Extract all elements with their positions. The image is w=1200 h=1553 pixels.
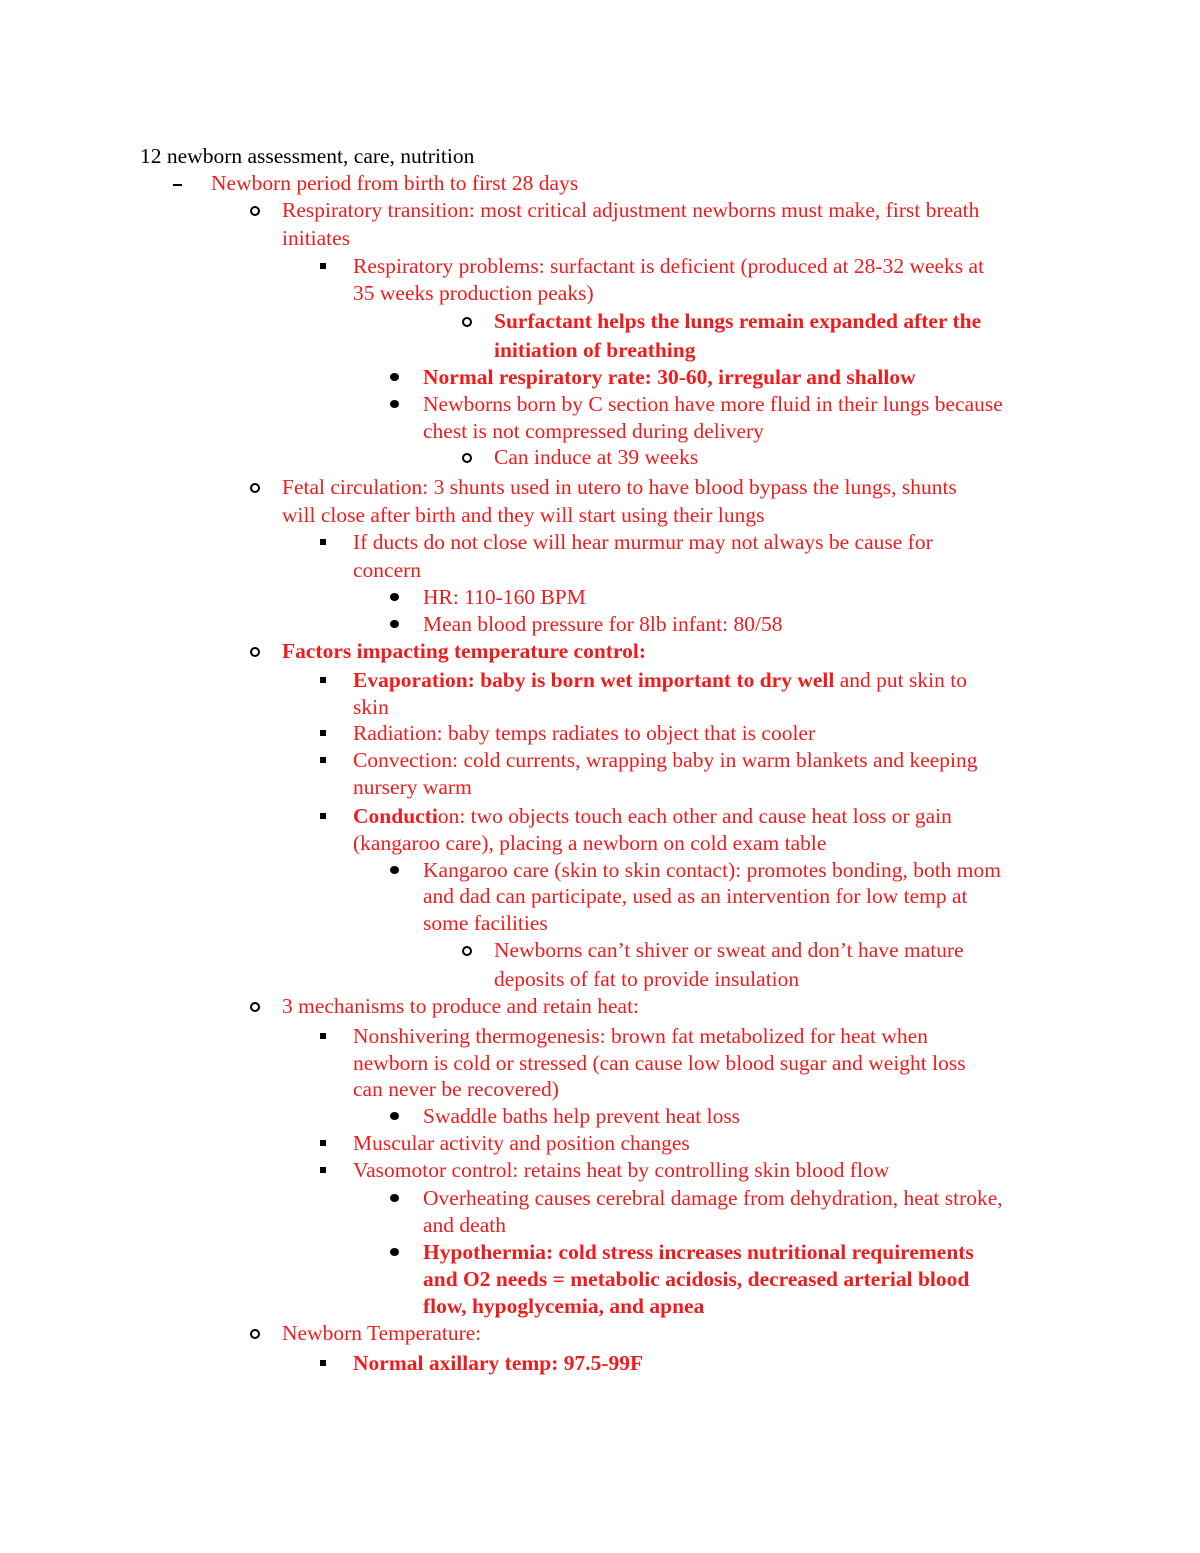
outline-line [494, 937, 964, 964]
line-text: (kangaroo care), placing a newborn on cold exam table [353, 831, 827, 855]
line-text: chest is not compressed during delivery [423, 419, 764, 443]
outline-line [423, 910, 548, 937]
square-bullet-icon [320, 813, 326, 819]
outline-line [423, 1212, 506, 1239]
line-text: and put skin to [834, 668, 967, 692]
line-text: Vasomotor control: retains heat by controlling skin blood flow [353, 1158, 890, 1182]
outline-line [353, 253, 984, 280]
outline-line [423, 1293, 704, 1320]
outline-line [282, 502, 764, 529]
bold-text: Factors impacting temperature control: [282, 639, 647, 663]
line-text: If ducts do not close will hear murmur may not always be cause for [353, 530, 933, 554]
line-text: Muscular activity and position changes [353, 1131, 690, 1155]
circle-bullet-icon [462, 453, 472, 463]
line-text: Overheating causes cerebral damage from dehydration, heat stroke, [423, 1186, 1003, 1210]
line-text: Newborn period from birth to first 28 days [211, 171, 579, 195]
line-text: Can induce at 39 weeks [494, 445, 699, 469]
circle-bullet-icon [250, 647, 260, 657]
square-bullet-icon [320, 757, 326, 763]
outline-line [423, 391, 1003, 418]
circle-bullet-icon [250, 1002, 260, 1012]
outline-line [282, 638, 646, 665]
line-text: Fetal circulation: 3 shunts used in utero to have blood bypass the lungs, shunts [282, 475, 957, 499]
square-bullet-icon [320, 1360, 326, 1366]
disc-bullet-icon [390, 1194, 399, 1202]
outline-line [353, 774, 472, 801]
outline-line [353, 694, 389, 721]
line-text: nursery warm [353, 775, 472, 799]
circle-bullet-icon [250, 1329, 260, 1339]
line-text: Respiratory transition: most critical adjustment newborns must make, first breath [282, 198, 980, 222]
outline-line [353, 529, 933, 556]
outline-line [423, 364, 916, 391]
line-text: and dad can participate, used as an intervention for low temp at [423, 884, 968, 908]
outline-line [423, 1266, 969, 1293]
bold-text: Surfactant helps the lungs remain expanded after the [494, 309, 982, 333]
disc-bullet-icon [390, 373, 399, 381]
outline-line [282, 993, 639, 1020]
bold-text: Conducti [353, 804, 438, 828]
line-text: deposits of fat to provide insulation [494, 967, 800, 991]
disc-bullet-icon [390, 620, 399, 628]
outline-line [353, 557, 421, 584]
outline-line [353, 1023, 928, 1050]
outline-line [353, 280, 594, 307]
outline-line [353, 1076, 559, 1103]
line-text: Mean blood pressure for 8lb infant: 80/58 [423, 612, 783, 636]
outline-line [423, 1185, 1003, 1212]
line-text: Nonshivering thermogenesis: brown fat metabolized for heat when [353, 1024, 928, 1048]
circle-bullet-icon [250, 206, 260, 216]
document-title: 12 newborn assessment, care, nutrition [140, 144, 475, 168]
outline-line [423, 611, 782, 638]
outline-line [211, 170, 578, 197]
line-text: Kangaroo care (skin to skin contact): promotes bonding, both mom [423, 858, 1001, 882]
outline-line [423, 857, 1001, 884]
line-text: can never be recovered) [353, 1077, 559, 1101]
line-text: Newborn Temperature: [282, 1321, 482, 1345]
outline-line [494, 444, 698, 471]
square-bullet-icon [320, 539, 326, 545]
outline-line [353, 1130, 690, 1157]
line-text: skin [353, 695, 389, 719]
outline-line [423, 1103, 740, 1130]
disc-bullet-icon [390, 1248, 399, 1256]
circle-bullet-icon [250, 483, 260, 493]
outline-line [353, 1157, 889, 1184]
line-text: concern [353, 558, 422, 582]
line-text: on: two objects touch each other and cause heat loss or gain [437, 804, 952, 828]
outline-line [353, 803, 952, 830]
outline-line [423, 418, 764, 445]
bold-text: Normal respiratory rate: 30-60, irregular and shallow [423, 365, 916, 389]
outline-line [494, 308, 981, 335]
bold-text: initiation of breathing [494, 338, 696, 362]
outline-line [494, 966, 799, 993]
circle-bullet-icon [462, 946, 472, 956]
square-bullet-icon [320, 730, 326, 736]
outline-line [282, 197, 979, 224]
line-text: HR: 110-160 BPM [423, 585, 586, 609]
outline-line [423, 1239, 974, 1266]
line-text: Radiation: baby temps radiates to object that is cooler [353, 721, 816, 745]
outline-line [353, 1350, 643, 1377]
line-text: and death [423, 1213, 506, 1237]
bold-text: Normal axillary temp: 97.5-99F [353, 1351, 644, 1375]
line-text: Respiratory problems: surfactant is deficient (produced at 28-32 weeks at [353, 254, 985, 278]
outline-line [353, 720, 815, 747]
line-text: Swaddle baths help prevent heat loss [423, 1104, 741, 1128]
square-bullet-icon [320, 677, 326, 683]
outline-line [353, 1050, 966, 1077]
square-bullet-icon [320, 1140, 326, 1146]
square-bullet-icon [320, 263, 326, 269]
disc-bullet-icon [390, 593, 399, 601]
circle-bullet-icon [462, 317, 472, 327]
square-bullet-icon [320, 1033, 326, 1039]
outline-line [282, 225, 350, 252]
outline-line [353, 830, 826, 857]
bold-text: Evaporation: baby is born wet important to dry well [353, 668, 835, 692]
line-text: Convection: cold currents, wrapping baby in warm blankets and keeping [353, 748, 978, 772]
dash-icon [173, 184, 182, 186]
outline-line [353, 747, 978, 774]
outline-line [423, 584, 586, 611]
line-text: 35 weeks production peaks) [353, 281, 594, 305]
line-text: Newborns born by C section have more fluid in their lungs because [423, 392, 1003, 416]
line-text: initiates [282, 226, 351, 250]
line-text: will close after birth and they will start using their lungs [282, 503, 765, 527]
square-bullet-icon [320, 1167, 326, 1173]
line-text: 3 mechanisms to produce and retain heat: [282, 994, 640, 1018]
bold-text: and O2 needs = metabolic acidosis, decreased arterial blood [423, 1267, 970, 1291]
line-text: Newborns can’t shiver or sweat and don’t have mature [494, 938, 964, 962]
bold-text: Hypothermia: cold stress increases nutritional requirements [423, 1240, 974, 1264]
bold-text: flow, hypoglycemia, and apnea [423, 1294, 705, 1318]
disc-bullet-icon [390, 1112, 399, 1120]
outline-line [353, 667, 967, 694]
disc-bullet-icon [390, 400, 399, 408]
outline-line [282, 1320, 481, 1347]
outline-line [282, 474, 957, 501]
outline-line [494, 337, 696, 364]
line-text: newborn is cold or stressed (can cause low blood sugar and weight loss [353, 1051, 966, 1075]
line-text: some facilities [423, 911, 548, 935]
disc-bullet-icon [390, 866, 399, 874]
outline-line [423, 883, 967, 910]
